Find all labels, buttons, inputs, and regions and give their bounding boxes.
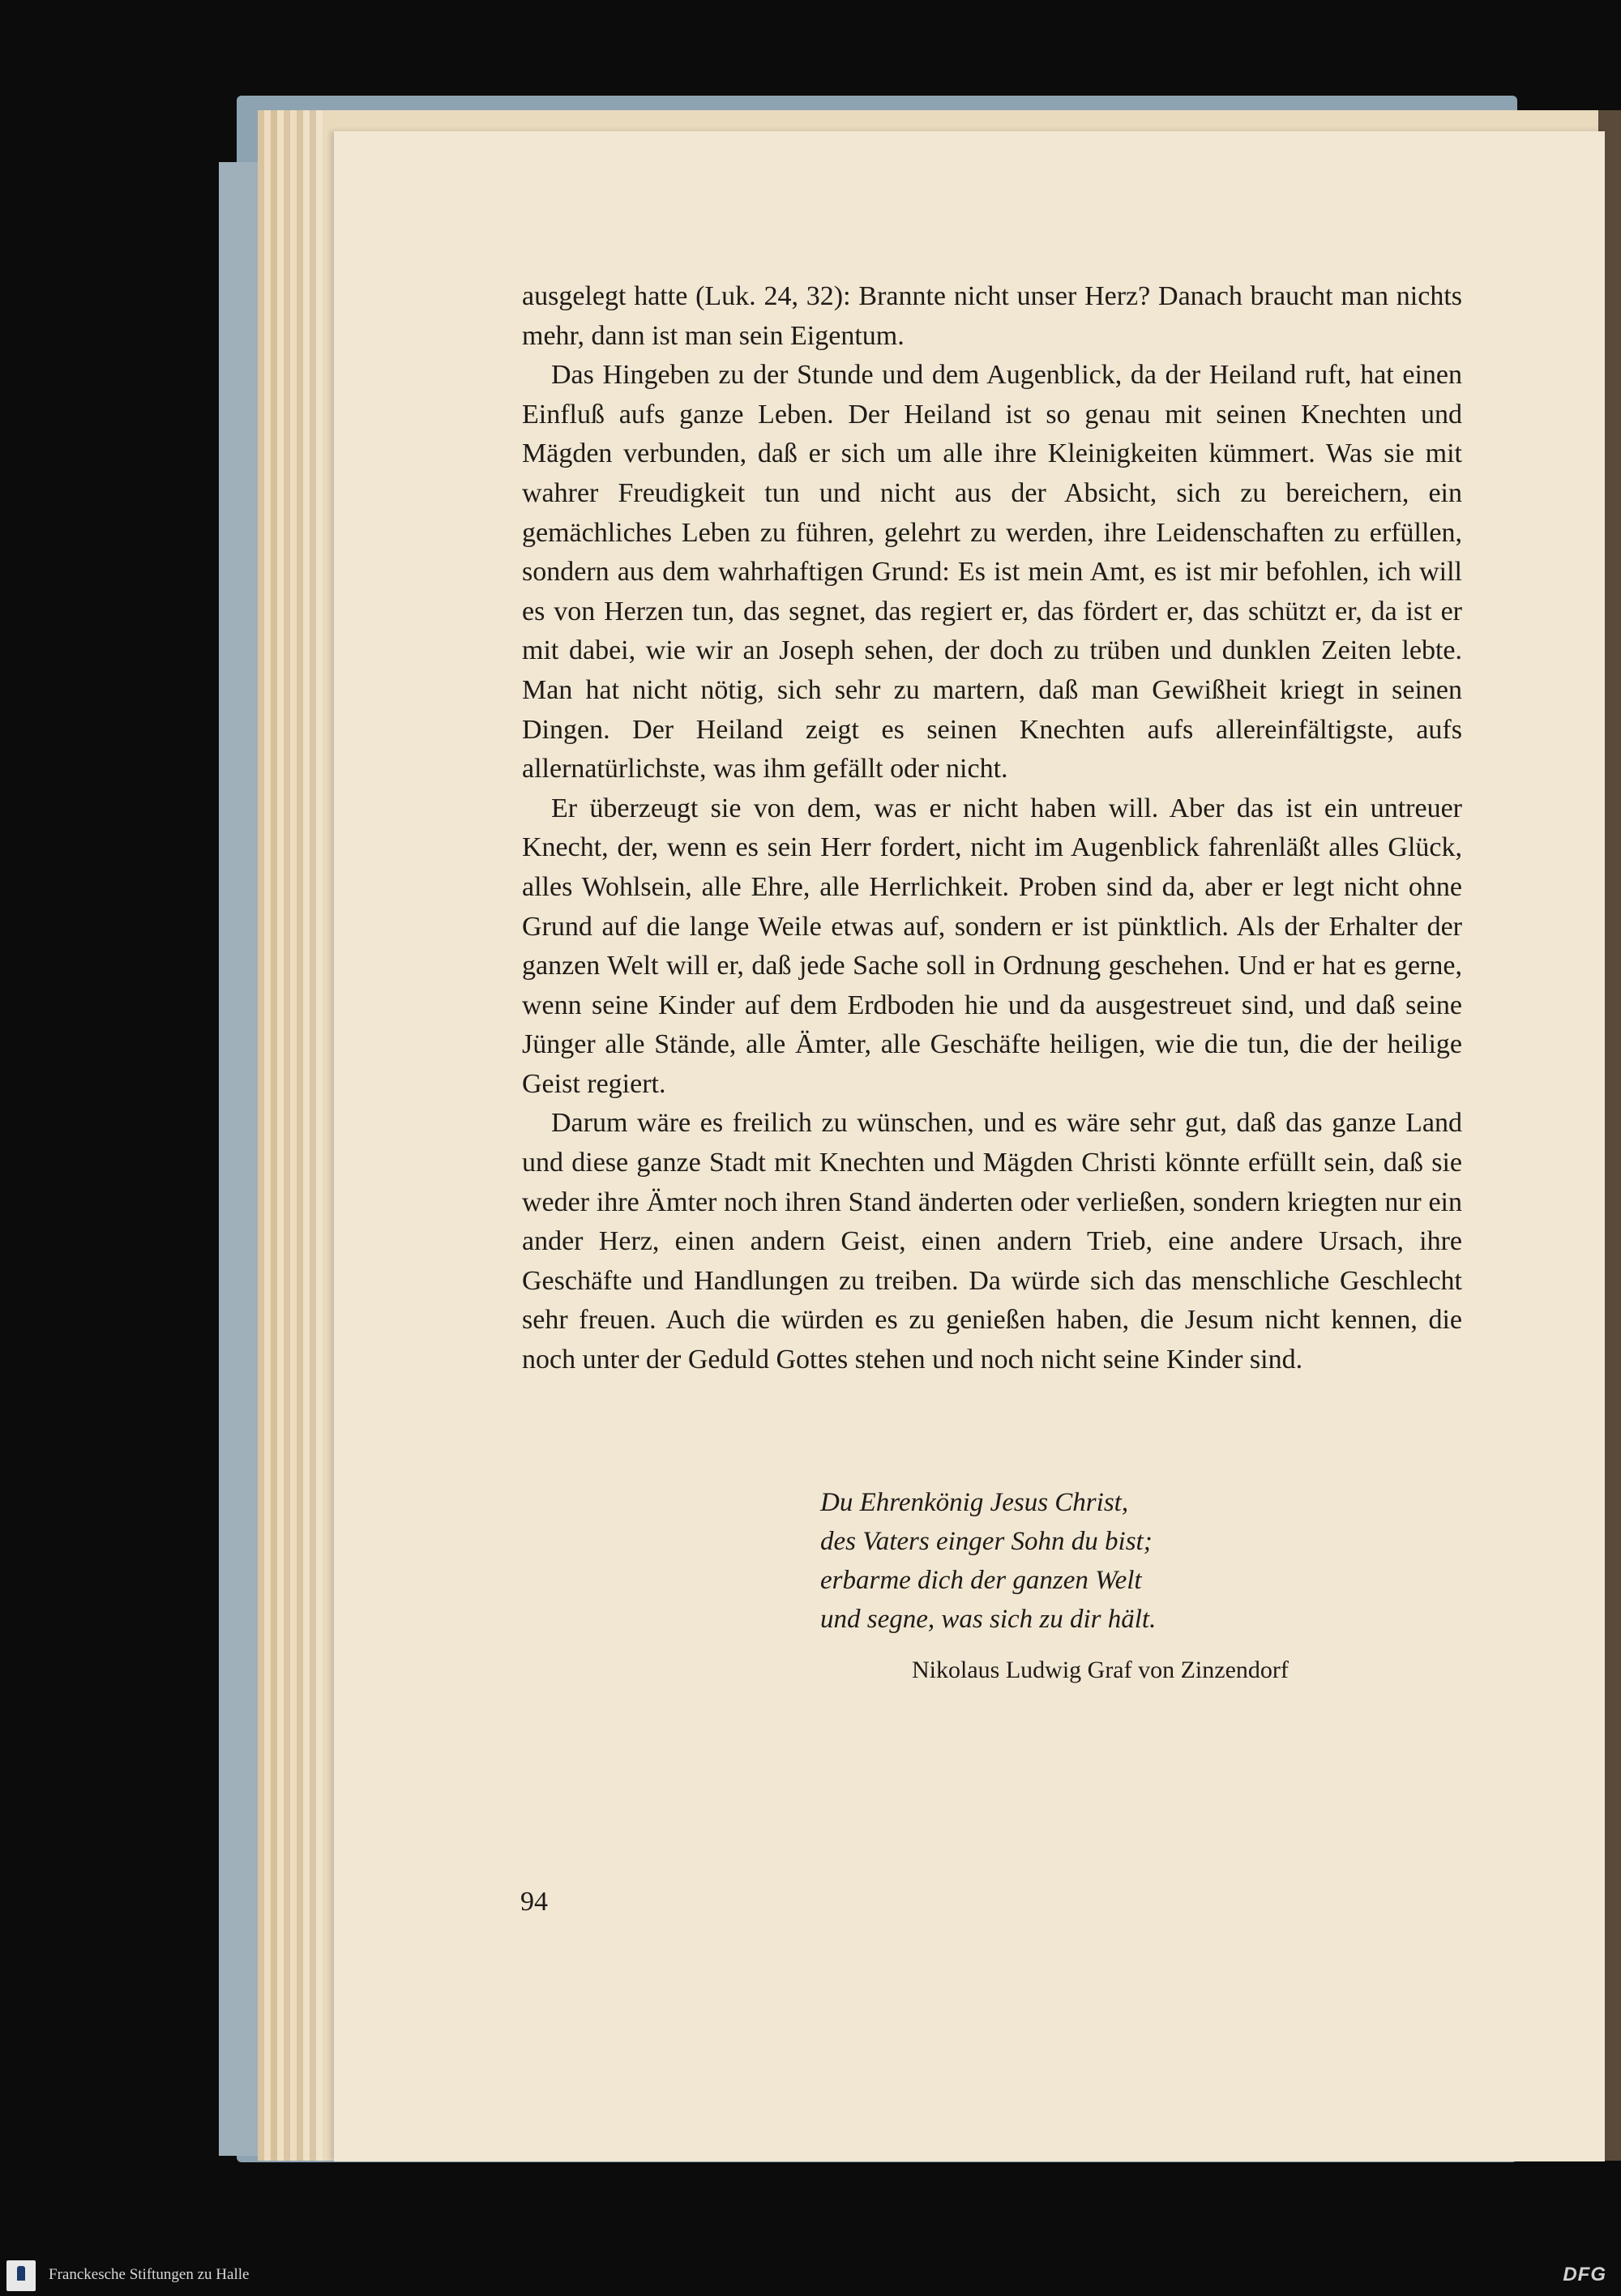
dfg-logo[interactable]: DFG	[1563, 2264, 1606, 2285]
verse-line: erbarme dich der ganzen Welt	[820, 1566, 1142, 1595]
paragraph: Das Hingeben zu der Stunde und dem Augenblick, da der Heiland ruft, hat einen Einfluß aufs ganze Leben. Der Heiland ist so genau mit seinen Knechten und Mägden verbunden, daß er sich um alle ihre Kleinigkeiten kümmert. Was sie mit wahrer Freudigkeit tun und nicht aus der Absicht, sich zu bereichern, ein gemächliches Leben zu führen, gelehrt zu werden, ihre Leidenschaften zu erfüllen, sondern aus dem wahrhaftigen Grund: Es ist mein Amt, es ist mir befohlen, ich will es von Herzen tun, das segnet, das regiert er, das fördert er, das schützt er, da ist er mit dabei, wie wir an Joseph sehen, der doch zu trüben und dunklen Zeiten lebte. Man hat nicht nötig, sich sehr zu martern, daß man Gewißheit kriegt in seinen Dingen. Der Heiland zeigt es seinen Knechten aufs allereinfältigste, aufs allernatürlichste, was ihm gefällt oder nicht.	[522, 360, 1462, 785]
body-text	[522, 277, 1462, 1380]
verse-line: des Vaters einger Sohn du bist;	[820, 1527, 1153, 1556]
paragraph: Er überzeugt sie von dem, was er nicht haben will. Aber das ist ein untreuer Knecht, der, wenn es sein Herr fordert, nicht im Augenblick fahrenläßt alles Glück, alles Wohlsein, alle Ehre, alle Herrlichkeit. Proben sind da, aber er legt nicht ohne Grund auf die lange Weile etwas auf, sondern er ist pünktlich. Als der Erhalter der ganzen Welt will er, daß jede Sache soll in Ordnung geschehen. Und er hat es gerne, wenn seine Kinder auf dem Erdboden hie und da ausgestreuet sind, und daß seine Jünger alle Stände, alle Ämter, alle Geschäfte heiligen, wie die tun, die der heilige Geist regiert.	[522, 793, 1462, 1099]
institution-label[interactable]: Franckesche Stiftungen zu Halle	[49, 2266, 250, 2283]
hymn-verse	[820, 1483, 1156, 1639]
verse-line: und segne, was sich zu dir hält.	[820, 1605, 1157, 1634]
book-page	[334, 131, 1605, 2161]
paragraph: Darum wäre es freilich zu wünschen, und es wäre sehr gut, daß das ganze Land und diese ganze Stadt mit Knechten und Mägden Christi könnte erfüllt sein, daß sie weder ihre Ämter noch ihren Stand änderten oder verließen, sondern kriegten nur ein ander Herz, einen andern Geist, einen andern Trieb, eine andere Ursach, ihre Geschäfte und Handlungen zu treiben. Da würde sich das menschliche Geschlecht sehr freuen. Auch die würden es zu genießen haben, die Jesum nicht kennen, die noch unter der Geduld Gottes stehen und noch nicht seine Kinder sind.	[522, 1108, 1462, 1375]
paragraph: ausgelegt hatte (Luk. 24, 32): Brannte nicht unser Herz? Danach braucht man nichts mehr, dann ist man sein Eigentum.	[522, 281, 1462, 351]
viewer-footer	[0, 2255, 1621, 2296]
verse-author: Nikolaus Ludwig Graf von Zinzendorf	[912, 1657, 1289, 1683]
page-number: 94	[520, 1887, 548, 1917]
institution-logo-icon[interactable]	[6, 2260, 36, 2291]
verse-line: Du Ehrenkönig Jesus Christ,	[820, 1488, 1129, 1517]
